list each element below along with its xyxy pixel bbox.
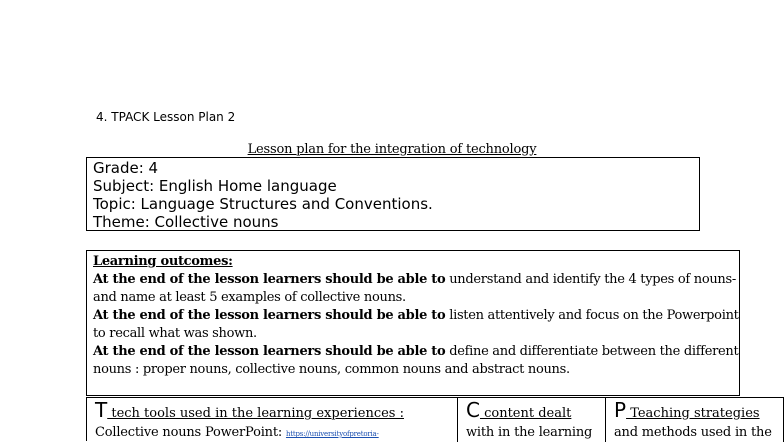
outcome-3-line-2: nouns : proper nouns, collective nouns, common nouns and abstract nouns. (93, 362, 570, 377)
outcome-1-line-1 (93, 271, 736, 289)
outcome-lead: At the end of the lesson learners should be able to (93, 344, 446, 359)
content-text: with in the learning (466, 425, 593, 440)
powerpoint-link[interactable]: https://universityofpretoria- (285, 430, 379, 438)
pedagogy-heading (614, 400, 760, 421)
heading-text: tech tools used in the learning experiences : (107, 406, 404, 421)
tech-tools-cell (87, 398, 458, 442)
grade-line: Grade: 4 (93, 159, 159, 177)
learning-outcomes-box (86, 250, 740, 396)
outcome-1-line-2: and name at least 5 examples of collective nouns. (93, 290, 406, 305)
outcome-3-line-1 (93, 343, 738, 361)
outcome-2-line-2: to recall what was shown. (93, 326, 257, 341)
outcomes-heading: Learning outcomes: (93, 254, 233, 269)
content-heading (466, 400, 571, 421)
outcome-2-line-1 (93, 307, 739, 325)
outcome-lead: At the end of the lesson learners should be able to (93, 272, 446, 287)
tpack-table (86, 397, 784, 441)
content-cell (458, 398, 606, 442)
initial-letter: P (614, 398, 627, 422)
section-label: 4. TPACK Lesson Plan 2 (96, 110, 236, 124)
initial-letter: T (95, 398, 108, 422)
heading-text: content dealt (479, 406, 572, 421)
theme-line: Theme: Collective nouns (93, 213, 279, 231)
outcome-text: define and differentiate between the different (445, 344, 739, 359)
lesson-info-box (86, 157, 700, 231)
pedagogy-cell (606, 398, 784, 442)
outcome-lead: At the end of the lesson learners should be able to (93, 308, 446, 323)
subject-line: Subject: English Home language (93, 177, 337, 195)
tech-tools-heading (95, 400, 404, 421)
heading-text: Teaching strategies (626, 406, 760, 421)
outcome-text: listen attentively and focus on the Powerpoint (445, 308, 739, 323)
initial-letter: C (466, 398, 480, 422)
pedagogy-text: and methods used in the (614, 425, 772, 440)
topic-line: Topic: Language Structures and Conventions. (93, 195, 433, 213)
tool-name: Collective nouns PowerPoint: (95, 425, 286, 440)
tech-tools-content (95, 425, 379, 440)
outcome-text: understand and identify the 4 types of nouns- (445, 272, 736, 287)
document-title: Lesson plan for the integration of technology (247, 142, 537, 157)
